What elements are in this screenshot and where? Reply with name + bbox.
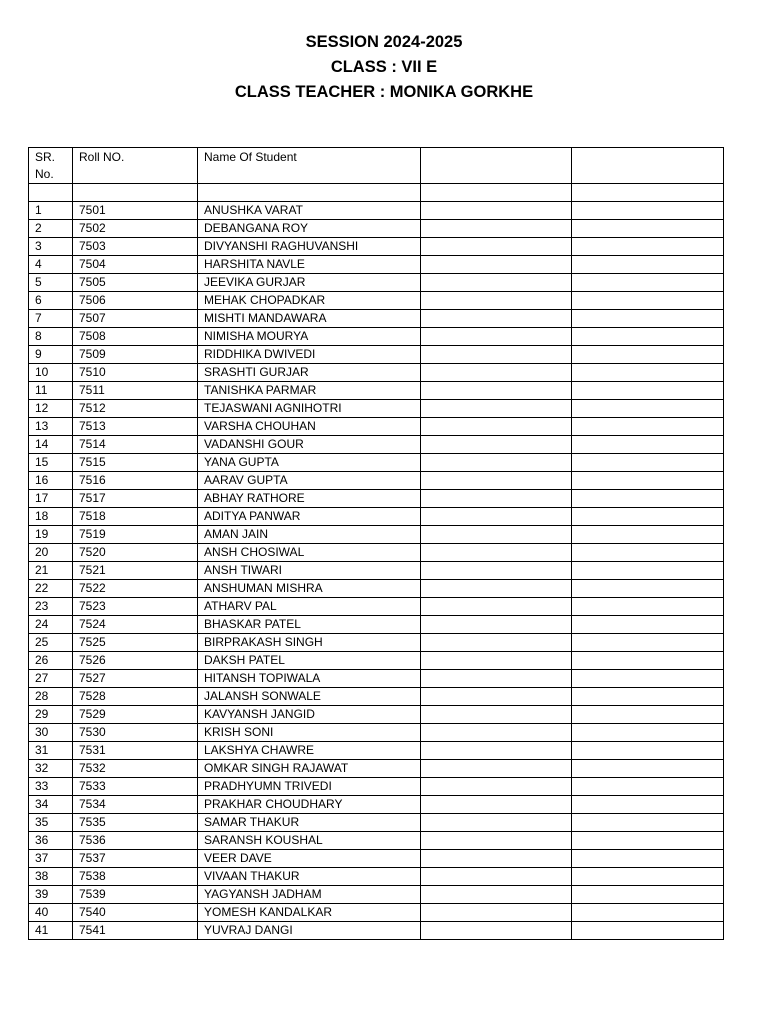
roll-no-cell: 7541	[73, 922, 198, 940]
blank-cell	[572, 526, 724, 544]
table-row	[29, 526, 724, 544]
student-name-cell: TANISHKA PARMAR	[198, 382, 421, 400]
blank-cell	[572, 382, 724, 400]
table-row	[29, 868, 724, 886]
blank-cell	[572, 256, 724, 274]
blank-cell	[421, 724, 572, 742]
roll-no-cell: 7520	[73, 544, 198, 562]
student-name-cell: YUVRAJ DANGI	[198, 922, 421, 940]
blank-cell	[421, 490, 572, 508]
table-row	[29, 706, 724, 724]
blank-cell	[572, 364, 724, 382]
student-name-cell: KRISH SONI	[198, 724, 421, 742]
roll-no-cell: 7510	[73, 364, 198, 382]
roll-no-cell: 7515	[73, 454, 198, 472]
table-row	[29, 580, 724, 598]
blank-cell	[572, 418, 724, 436]
blank-cell	[421, 670, 572, 688]
column-header-blank-1	[421, 148, 572, 184]
student-name-cell: ATHARV PAL	[198, 598, 421, 616]
table-row	[29, 328, 724, 346]
student-name-cell: TEJASWANI AGNIHOTRI	[198, 400, 421, 418]
sr-no-cell: 32	[29, 760, 73, 778]
table-row	[29, 202, 724, 220]
table-row	[29, 724, 724, 742]
table-row	[29, 400, 724, 418]
student-name-cell: OMKAR SINGH RAJAWAT	[198, 760, 421, 778]
column-header-roll-no: Roll NO.	[73, 148, 198, 184]
document-header	[0, 30, 768, 105]
table-row	[29, 274, 724, 292]
table-row	[29, 670, 724, 688]
sr-no-cell: 22	[29, 580, 73, 598]
sr-no-cell: 26	[29, 652, 73, 670]
student-name-cell: DAKSH PATEL	[198, 652, 421, 670]
student-name-cell: MEHAK CHOPADKAR	[198, 292, 421, 310]
blank-cell	[572, 544, 724, 562]
sr-no-cell: 14	[29, 436, 73, 454]
roll-no-cell: 7525	[73, 634, 198, 652]
table-row	[29, 220, 724, 238]
roll-no-cell: 7528	[73, 688, 198, 706]
table-row	[29, 544, 724, 562]
table-row	[29, 652, 724, 670]
sr-no-cell: 30	[29, 724, 73, 742]
roll-no-cell: 7519	[73, 526, 198, 544]
blank-cell	[572, 220, 724, 238]
student-name-cell: ABHAY RATHORE	[198, 490, 421, 508]
blank-cell	[29, 184, 73, 202]
roll-no-cell: 7511	[73, 382, 198, 400]
blank-cell	[572, 490, 724, 508]
sr-no-cell: 5	[29, 274, 73, 292]
sr-no-cell: 20	[29, 544, 73, 562]
sr-no-cell: 16	[29, 472, 73, 490]
roll-no-cell: 7504	[73, 256, 198, 274]
sr-no-cell: 19	[29, 526, 73, 544]
student-name-cell: PRADHYUMN TRIVEDI	[198, 778, 421, 796]
student-name-cell: RIDDHIKA DWIVEDI	[198, 346, 421, 364]
table-row	[29, 814, 724, 832]
blank-cell	[421, 850, 572, 868]
table-row	[29, 616, 724, 634]
table-row	[29, 436, 724, 454]
blank-row	[29, 184, 724, 202]
student-name-cell: HARSHITA NAVLE	[198, 256, 421, 274]
table-row	[29, 346, 724, 364]
student-name-cell: DIVYANSHI RAGHUVANSHI	[198, 238, 421, 256]
sr-no-cell: 2	[29, 220, 73, 238]
blank-cell	[421, 778, 572, 796]
roll-no-cell: 7512	[73, 400, 198, 418]
student-name-cell: BIRPRAKASH SINGH	[198, 634, 421, 652]
column-header-sr-no: SR. No.	[29, 148, 73, 184]
roll-no-cell: 7531	[73, 742, 198, 760]
sr-no-cell: 40	[29, 904, 73, 922]
student-name-cell: PRAKHAR CHOUDHARY	[198, 796, 421, 814]
roll-no-cell: 7536	[73, 832, 198, 850]
sr-no-cell: 18	[29, 508, 73, 526]
roll-no-cell: 7522	[73, 580, 198, 598]
table-row	[29, 562, 724, 580]
roll-no-cell: 7534	[73, 796, 198, 814]
sr-no-cell: 10	[29, 364, 73, 382]
blank-cell	[421, 706, 572, 724]
roll-no-cell: 7509	[73, 346, 198, 364]
sr-no-cell: 31	[29, 742, 73, 760]
roll-no-cell: 7535	[73, 814, 198, 832]
blank-cell	[421, 364, 572, 382]
sr-no-cell: 35	[29, 814, 73, 832]
blank-cell	[421, 418, 572, 436]
blank-cell	[421, 436, 572, 454]
student-name-cell: ANSH TIWARI	[198, 562, 421, 580]
blank-cell	[421, 742, 572, 760]
blank-cell	[421, 688, 572, 706]
roll-no-cell: 7508	[73, 328, 198, 346]
student-name-cell: JALANSH SONWALE	[198, 688, 421, 706]
roll-no-cell: 7513	[73, 418, 198, 436]
blank-cell	[421, 220, 572, 238]
blank-cell	[198, 184, 421, 202]
roll-no-cell: 7501	[73, 202, 198, 220]
student-name-cell: ANSHUMAN MISHRA	[198, 580, 421, 598]
blank-cell	[572, 886, 724, 904]
sr-no-cell: 21	[29, 562, 73, 580]
table-row	[29, 886, 724, 904]
sr-no-cell: 4	[29, 256, 73, 274]
roll-no-cell: 7507	[73, 310, 198, 328]
blank-cell	[73, 184, 198, 202]
sr-no-cell: 17	[29, 490, 73, 508]
table-row	[29, 850, 724, 868]
blank-cell	[572, 328, 724, 346]
table-row	[29, 472, 724, 490]
table-row	[29, 688, 724, 706]
sr-no-cell: 37	[29, 850, 73, 868]
student-name-cell: JEEVIKA GURJAR	[198, 274, 421, 292]
blank-cell	[572, 508, 724, 526]
blank-cell	[572, 688, 724, 706]
blank-cell	[572, 346, 724, 364]
roll-no-cell: 7518	[73, 508, 198, 526]
student-name-cell: MISHTI MANDAWARA	[198, 310, 421, 328]
table-header-row	[29, 148, 724, 184]
sr-no-cell: 15	[29, 454, 73, 472]
blank-cell	[572, 436, 724, 454]
roll-no-cell: 7539	[73, 886, 198, 904]
blank-cell	[572, 562, 724, 580]
roll-no-cell: 7540	[73, 904, 198, 922]
blank-cell	[572, 832, 724, 850]
blank-cell	[421, 616, 572, 634]
table-row	[29, 796, 724, 814]
blank-cell	[572, 652, 724, 670]
blank-cell	[572, 760, 724, 778]
student-name-cell: AARAV GUPTA	[198, 472, 421, 490]
teacher-title: CLASS TEACHER : MONIKA GORKHE	[234, 83, 534, 101]
student-name-cell: YOMESH KANDALKAR	[198, 904, 421, 922]
blank-cell	[421, 382, 572, 400]
blank-cell	[572, 598, 724, 616]
table-row	[29, 256, 724, 274]
sr-no-cell: 29	[29, 706, 73, 724]
roll-no-cell: 7503	[73, 238, 198, 256]
sr-no-cell: 25	[29, 634, 73, 652]
blank-cell	[421, 760, 572, 778]
blank-cell	[572, 796, 724, 814]
roll-no-cell: 7533	[73, 778, 198, 796]
blank-cell	[572, 580, 724, 598]
table-row	[29, 238, 724, 256]
table-row	[29, 760, 724, 778]
sr-no-cell: 36	[29, 832, 73, 850]
roll-no-cell: 7523	[73, 598, 198, 616]
sr-no-cell: 11	[29, 382, 73, 400]
table-row	[29, 292, 724, 310]
roll-no-cell: 7517	[73, 490, 198, 508]
sr-no-cell: 41	[29, 922, 73, 940]
sr-no-cell: 39	[29, 886, 73, 904]
blank-cell	[421, 310, 572, 328]
student-name-cell: AMAN JAIN	[198, 526, 421, 544]
sr-no-cell: 3	[29, 238, 73, 256]
student-name-cell: DEBANGANA ROY	[198, 220, 421, 238]
blank-cell	[572, 670, 724, 688]
blank-cell	[572, 184, 724, 202]
blank-cell	[421, 274, 572, 292]
blank-cell	[572, 274, 724, 292]
sr-no-cell: 1	[29, 202, 73, 220]
roll-no-cell: 7502	[73, 220, 198, 238]
blank-cell	[421, 544, 572, 562]
blank-cell	[421, 328, 572, 346]
blank-cell	[421, 598, 572, 616]
student-name-cell: SAMAR THAKUR	[198, 814, 421, 832]
table-row	[29, 778, 724, 796]
sr-no-cell: 13	[29, 418, 73, 436]
class-title: CLASS : VII E	[330, 58, 438, 76]
blank-cell	[572, 904, 724, 922]
sr-no-cell: 9	[29, 346, 73, 364]
student-name-cell: HITANSH TOPIWALA	[198, 670, 421, 688]
student-name-cell: VARSHA CHOUHAN	[198, 418, 421, 436]
blank-cell	[421, 652, 572, 670]
roll-no-cell: 7530	[73, 724, 198, 742]
blank-cell	[421, 508, 572, 526]
blank-cell	[421, 238, 572, 256]
blank-cell	[572, 202, 724, 220]
roll-no-cell: 7538	[73, 868, 198, 886]
blank-cell	[572, 922, 724, 940]
sr-no-cell: 6	[29, 292, 73, 310]
table-row	[29, 742, 724, 760]
roll-no-cell: 7505	[73, 274, 198, 292]
blank-cell	[572, 634, 724, 652]
blank-cell	[421, 796, 572, 814]
student-name-cell: BHASKAR PATEL	[198, 616, 421, 634]
column-header-student-name: Name Of Student	[198, 148, 421, 184]
blank-cell	[421, 472, 572, 490]
roll-no-cell: 7527	[73, 670, 198, 688]
table-row	[29, 310, 724, 328]
blank-cell	[572, 310, 724, 328]
table-row	[29, 832, 724, 850]
table-row	[29, 904, 724, 922]
blank-cell	[421, 346, 572, 364]
blank-cell	[421, 868, 572, 886]
roll-no-cell: 7537	[73, 850, 198, 868]
student-name-cell: ANSH CHOSIWAL	[198, 544, 421, 562]
blank-cell	[572, 238, 724, 256]
sr-no-cell: 7	[29, 310, 73, 328]
blank-cell	[421, 526, 572, 544]
roll-no-cell: 7516	[73, 472, 198, 490]
table-row	[29, 364, 724, 382]
blank-cell	[572, 454, 724, 472]
sr-no-cell: 8	[29, 328, 73, 346]
roll-no-cell: 7521	[73, 562, 198, 580]
roll-no-cell: 7514	[73, 436, 198, 454]
table-row	[29, 418, 724, 436]
blank-cell	[421, 454, 572, 472]
blank-cell	[421, 292, 572, 310]
blank-cell	[572, 400, 724, 418]
blank-cell	[421, 634, 572, 652]
blank-cell	[572, 868, 724, 886]
sr-no-cell: 12	[29, 400, 73, 418]
blank-cell	[572, 292, 724, 310]
student-name-cell: KAVYANSH JANGID	[198, 706, 421, 724]
student-name-cell: ANUSHKA VARAT	[198, 202, 421, 220]
table-row	[29, 508, 724, 526]
blank-cell	[421, 904, 572, 922]
blank-cell	[421, 922, 572, 940]
session-title: SESSION 2024-2025	[305, 33, 463, 51]
blank-cell	[572, 850, 724, 868]
sr-no-cell: 23	[29, 598, 73, 616]
student-name-cell: ADITYA PANWAR	[198, 508, 421, 526]
sr-no-cell: 33	[29, 778, 73, 796]
student-name-cell: VIVAAN THAKUR	[198, 868, 421, 886]
student-name-cell: SARANSH KOUSHAL	[198, 832, 421, 850]
sr-no-cell: 34	[29, 796, 73, 814]
table-row	[29, 490, 724, 508]
blank-cell	[572, 814, 724, 832]
table-row	[29, 382, 724, 400]
blank-cell	[421, 184, 572, 202]
student-name-cell: YANA GUPTA	[198, 454, 421, 472]
student-name-cell: SRASHTI GURJAR	[198, 364, 421, 382]
table-row	[29, 598, 724, 616]
student-name-cell: YAGYANSH JADHAM	[198, 886, 421, 904]
table-row	[29, 454, 724, 472]
roll-no-cell: 7532	[73, 760, 198, 778]
roll-no-cell: 7526	[73, 652, 198, 670]
blank-cell	[421, 886, 572, 904]
roll-no-cell: 7506	[73, 292, 198, 310]
student-name-cell: VADANSHI GOUR	[198, 436, 421, 454]
blank-cell	[421, 580, 572, 598]
blank-cell	[421, 256, 572, 274]
blank-cell	[421, 814, 572, 832]
blank-cell	[572, 724, 724, 742]
blank-cell	[572, 616, 724, 634]
blank-cell	[421, 202, 572, 220]
blank-cell	[572, 742, 724, 760]
student-name-cell: LAKSHYA CHAWRE	[198, 742, 421, 760]
sr-no-cell: 38	[29, 868, 73, 886]
blank-cell	[572, 472, 724, 490]
table-row	[29, 922, 724, 940]
roll-no-cell: 7524	[73, 616, 198, 634]
blank-cell	[572, 778, 724, 796]
table-row	[29, 634, 724, 652]
student-roster-table	[28, 147, 724, 940]
blank-cell	[421, 562, 572, 580]
sr-no-cell: 27	[29, 670, 73, 688]
blank-cell	[572, 706, 724, 724]
column-header-blank-2	[572, 148, 724, 184]
blank-cell	[421, 400, 572, 418]
blank-cell	[421, 832, 572, 850]
roll-no-cell: 7529	[73, 706, 198, 724]
sr-no-cell: 28	[29, 688, 73, 706]
sr-no-cell: 24	[29, 616, 73, 634]
student-name-cell: NIMISHA MOURYA	[198, 328, 421, 346]
student-name-cell: VEER DAVE	[198, 850, 421, 868]
